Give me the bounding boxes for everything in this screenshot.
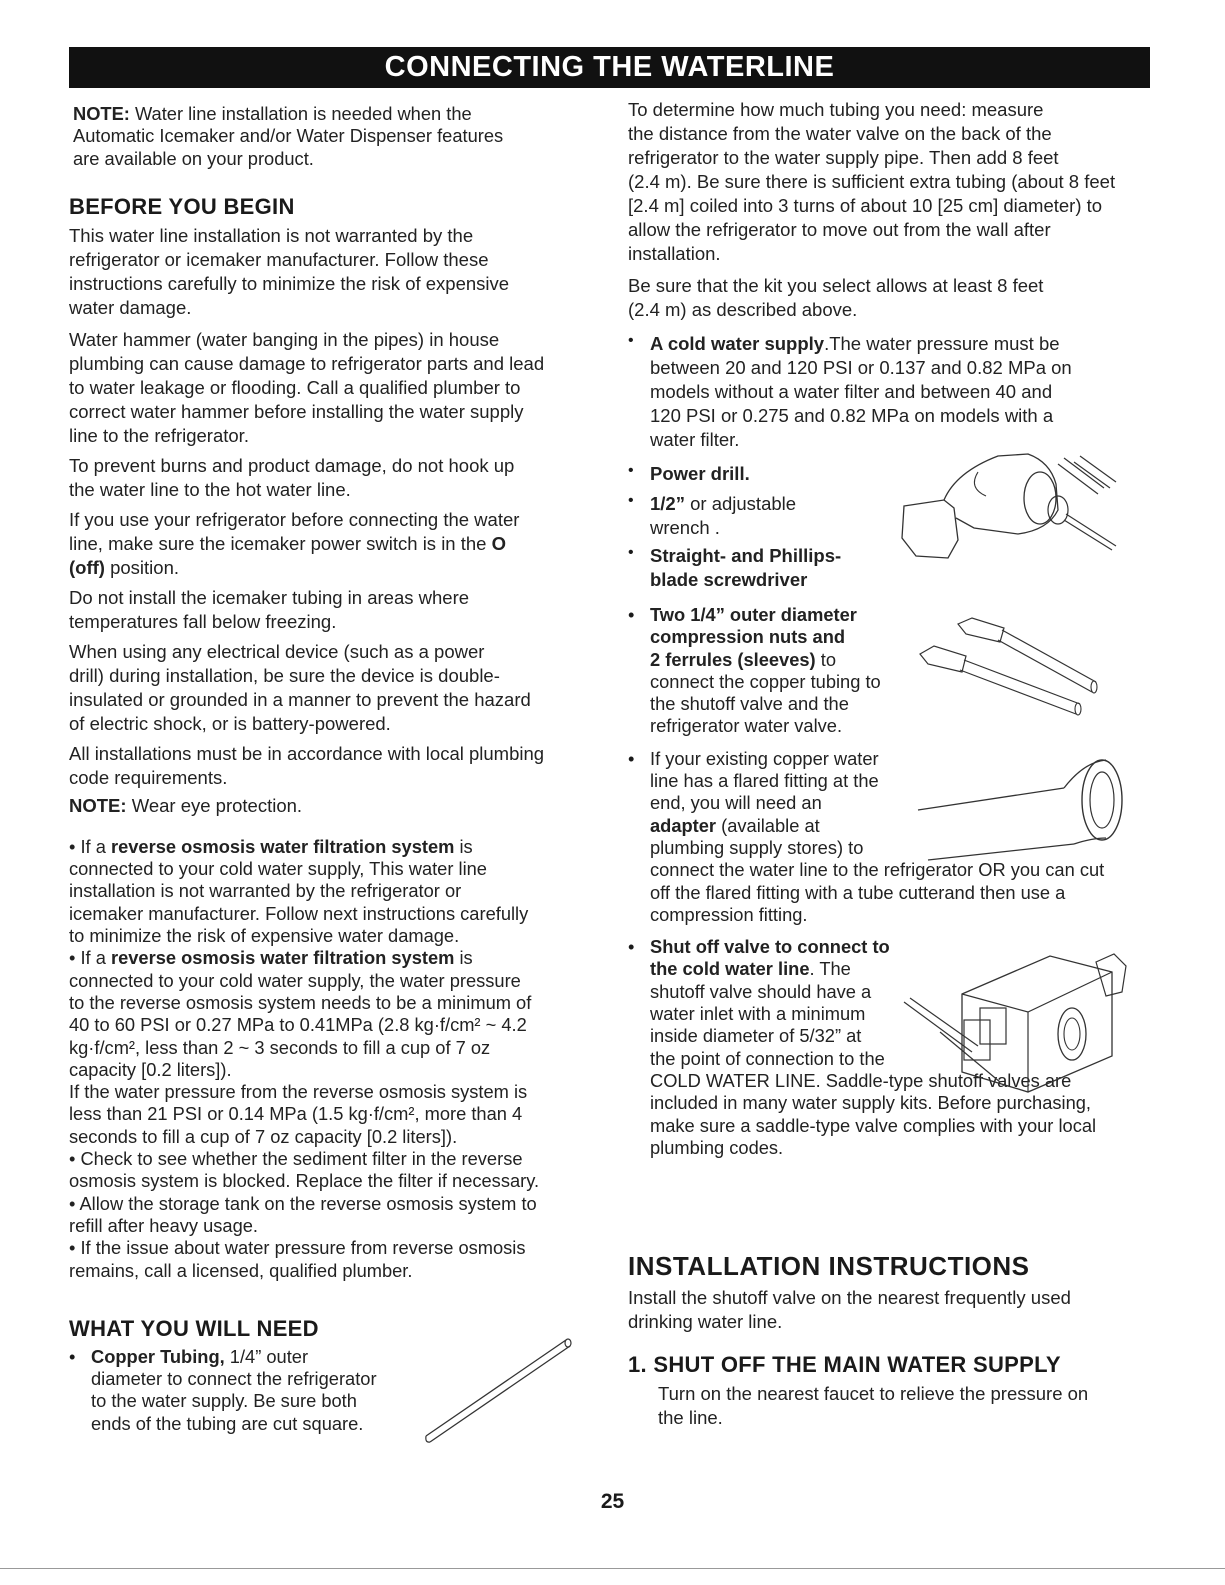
text-line: the line.: [658, 1407, 723, 1429]
left-column: [69, 103, 591, 1435]
bullet-icon: •: [628, 462, 634, 479]
cold-water-item: • A cold water supply.The water pressure must be between 20 and 120 PSI or 0.137 and 0.82 MPa on models without a water filter and between 40 and 120 PSI or 0.275 and 0.82 MPa on models with a water filter.: [628, 332, 1163, 452]
text-line: end, you will need an: [650, 792, 822, 814]
text-line: the shutoff valve and the: [650, 693, 849, 715]
text-line: kg·f/cm², less than 2 ~ 3 seconds to fill a cup of 7 oz: [69, 1036, 491, 1058]
tubing-intro: [628, 98, 1163, 266]
text-line: COLD WATER LINE. Saddle-type shutoff valves are: [650, 1069, 1072, 1091]
text-line: plumbing can cause damage to refrigerator parts and lead: [69, 352, 545, 374]
text-line: to the reverse osmosis system needs to be a minimum of: [69, 991, 532, 1013]
text-line: line has a flared fitting at the: [650, 770, 879, 792]
text-line: Water hammer (water banging in the pipes) in house: [69, 328, 500, 350]
before-p3: [69, 454, 591, 502]
text-line: allow the refrigerator to move out from the wall after: [628, 219, 1051, 240]
text-line: 40 to 60 PSI or 0.27 MPa to 0.41MPa (2.8 kg·f/cm² ~ 4.2: [69, 1014, 527, 1036]
text-line: to minimize the risk of expensive water damage.: [69, 925, 460, 947]
installation-heading: INSTALLATION INSTRUCTIONS: [628, 1251, 1030, 1282]
need-heading: WHAT YOU WILL NEED: [69, 1315, 319, 1341]
text-line: the point of connection to the: [650, 1047, 885, 1069]
text-line: correct water hammer before installing the water supply: [69, 400, 524, 422]
text-line: Be sure that the kit you select allows at least 8 feet: [628, 275, 1044, 296]
adapter-item: • If your existing copper water line has a flared fitting at the end, you will need an adapter (available at plumbing supply stores) to connect the water line to the refrigerator OR you can cut off the flared fitting with a tube cutterand then use a compression fitting.: [628, 748, 1163, 926]
kit-note: [628, 274, 1163, 322]
text-line: off the flared fitting with a tube cutterand then use a: [650, 881, 1066, 903]
step1-text: [658, 1382, 1163, 1430]
text-line: less than 21 PSI or 0.14 MPa (1.5 kg·f/cm², more than 4: [69, 1103, 523, 1125]
before-p6: [69, 640, 591, 736]
text-line: To prevent burns and product damage, do not hook up: [69, 454, 515, 476]
text-line: models without a water filter and between 40 and: [650, 381, 1053, 402]
bullet-icon: •: [628, 936, 635, 958]
text-line: refrigerator to the water supply pipe. Then add 8 feet: [628, 147, 1059, 168]
text-line: included in many water supply kits. Before purchasing,: [650, 1092, 1092, 1114]
text-line: [2.4 m] coiled into 3 turns of about 10 [25 cm] diameter) to: [628, 195, 1103, 216]
shutoff-valve-item: • Shut off valve to connect to the cold water line. The shutoff valve should have a water inlet with a minimum inside diameter of 5/32” at the point of connection to the COLD WATER LINE. Saddle-type shutoff valves are included in many water supply kits. Before purchasing, make sure a saddle-type valve complies with your local plumbing codes.: [628, 936, 1163, 1159]
text-line: insulated or grounded in a manner to prevent the hazard: [69, 688, 531, 710]
text-line: connected to your cold water supply, This water line: [69, 858, 487, 880]
text-line: line to the refrigerator.: [69, 424, 249, 446]
power-drill-item: • Power drill.: [628, 462, 750, 484]
text-line: seconds to fill a cup of 7 oz capacity [0.2 liters]).: [69, 1125, 458, 1147]
text-line: icemaker manufacturer. Follow next instructions carefully: [69, 902, 529, 924]
text-line: water filter.: [650, 429, 740, 450]
step1-heading: 1. SHUT OFF THE MAIN WATER SUPPLY: [628, 1352, 1061, 1378]
adapter-illustration: [914, 758, 1134, 868]
page-number: 25: [600, 1490, 625, 1513]
bullet-icon: •: [628, 604, 635, 625]
wrench-item: • 1/2” or adjustable wrench .: [628, 492, 797, 538]
text-line: Do not install the icemaker tubing in areas where: [69, 586, 470, 608]
text-line: 120 PSI or 0.275 and 0.82 MPa on models with a: [650, 405, 1054, 426]
compression-nuts-item: • Two 1/4” outer diameter compression nuts and 2 ferrules (sleeves) to connect the copper tubing to the shutoff valve and the refrigerator water valve.: [628, 604, 1163, 738]
before-p7: [69, 742, 591, 790]
text-line: • If the issue about water pressure from reverse osmosis: [69, 1237, 526, 1259]
installation-text: [628, 1286, 1163, 1334]
text-line: between 20 and 120 PSI or 0.137 and 0.82 MPa on: [650, 357, 1072, 378]
text-line: (2.4 m) as described above.: [628, 299, 858, 320]
text-line: drinking water line.: [628, 1311, 783, 1333]
text-line: refrigerator water valve.: [650, 715, 843, 737]
text-line: water damage.: [69, 296, 192, 318]
text-line: connect the copper tubing to: [650, 670, 881, 692]
section-banner: CONNECTING THE WATERLINE: [69, 47, 1150, 88]
text-line: drill) during installation, be sure the device is double-: [69, 664, 500, 686]
footer-rule: [0, 1568, 1225, 1569]
bullet-icon: •: [628, 544, 634, 561]
before-p4: If you use your refrigerator before connecting the water line, make sure the icemaker power switch is in the O (off) position.: [69, 508, 520, 578]
text-line: temperatures fall below freezing.: [69, 610, 337, 632]
text-line: To determine how much tubing you need: measure: [628, 99, 1044, 120]
compression-nuts-illustration: [914, 618, 1104, 718]
intro-note: NOTE: Water line installation is needed when the Automatic Icemaker and/or Water Dispenser features are available on your product.: [73, 103, 504, 169]
shutoff-valve-illustration: [900, 952, 1130, 1102]
text-line: If the water pressure from the reverse osmosis system is: [69, 1081, 528, 1103]
text-line: connect the water line to the refrigerator OR you can cut: [650, 859, 1105, 881]
ro-section: • If a reverse osmosis water filtration system is connected to your cold water supply, This water line installation is not warranted by the refrigerator or icemaker manufacturer. Follow next instructions carefully to minimize the risk of expensive water damage. • If a reverse osmosis water filtration system is connected to your cold water supply, the water pressure to the reverse osmosis system needs to be a minimum of 40 to 60 PSI or 0.27 MPa to 0.41MPa (2.8 kg·f/cm² ~ 4.2 kg·f/cm², less than 2 ~ 3 seconds to fill a cup of 7 oz capacity [0.2 liters]). If the water pressure from the reverse osmosis system is less than 21 PSI or 0.14 MPa (1.5 kg·f/cm², more than 4 seconds to fill a cup of 7 oz capacity [0.2 liters]). • Check to see whether the sediment filter in the reverse osmosis system is blocked. Replace the filter if necessary. • Allow the storage tank on the reverse osmosis system to refill after heavy usage. • If the issue about water pressure from reverse osmosis remains, call a licensed, qualified plumber.: [69, 836, 591, 1282]
bullet-icon: •: [69, 1345, 76, 1367]
text-line: the water line to the hot water line.: [69, 478, 351, 500]
text-line: • Allow the storage tank on the reverse osmosis system to: [69, 1192, 537, 1214]
text-line: installation.: [628, 243, 721, 264]
text-line: Turn on the nearest faucet to relieve the pressure on: [658, 1383, 1089, 1405]
text-line: water inlet with a minimum: [650, 1003, 866, 1025]
text-line: When using any electrical device (such as a power: [69, 640, 485, 662]
text-line: the distance from the water valve on the back of the: [628, 123, 1052, 144]
before-p5: [69, 586, 591, 634]
text-line: of electric shock, or is battery-powered.: [69, 712, 391, 734]
text-line: compression fitting.: [650, 903, 808, 925]
text-line: to water leakage or flooding. Call a qualified plumber to: [69, 376, 521, 398]
copper-tubing-illustration: [420, 1340, 580, 1450]
text-line: If your existing copper water: [650, 747, 879, 769]
text-line: connected to your cold water supply, the water pressure: [69, 969, 521, 991]
eye-note: NOTE: Wear eye protection.: [69, 794, 303, 816]
bullet-icon: •: [628, 332, 634, 349]
text-line: inside diameter of 5/32” at: [650, 1025, 862, 1047]
text-line: shutoff valve should have a: [650, 980, 872, 1002]
text-line: remains, call a licensed, qualified plumber.: [69, 1259, 413, 1281]
text-line: • Check to see whether the sediment filter in the reverse: [69, 1148, 523, 1170]
text-line: osmosis system is blocked. Replace the filter if necessary.: [69, 1170, 540, 1192]
text-line: Install the shutoff valve on the nearest frequently used: [628, 1287, 1071, 1309]
bullet-icon: •: [628, 492, 634, 509]
text-line: plumbing supply stores) to: [650, 836, 864, 858]
text-line: make sure a saddle-type valve complies with your local: [650, 1114, 1097, 1136]
text-line: code requirements.: [69, 766, 228, 788]
before-p1: [69, 224, 591, 320]
text-line: This water line installation is not warranted by the: [69, 224, 474, 246]
screwdriver-item: • Straight- and Phillips- blade screwdriver: [628, 544, 842, 590]
text-line: installation is not warranted by the refrigerator or: [69, 880, 462, 902]
before-heading: BEFORE YOU BEGIN: [69, 193, 295, 219]
text-line: plumbing codes.: [650, 1136, 784, 1158]
text-line: All installations must be in accordance with local plumbing: [69, 742, 545, 764]
power-drill-illustration: [898, 448, 1128, 568]
text-line: (2.4 m). Be sure there is sufficient extra tubing (about 8 feet: [628, 171, 1116, 192]
bullet-icon: •: [628, 747, 635, 769]
text-line: refill after heavy usage.: [69, 1214, 259, 1236]
text-line: capacity [0.2 liters]).: [69, 1058, 232, 1080]
before-p2: [69, 328, 591, 448]
copper-tubing-item: • Copper Tubing, 1/4” outer diameter to connect the refrigerator to the water supply. Be sure both ends of the tubing are cut square.: [69, 1345, 377, 1434]
text-line: refrigerator or icemaker manufacturer. Follow these: [69, 248, 489, 270]
text-line: instructions carefully to minimize the risk of expensive: [69, 272, 510, 294]
